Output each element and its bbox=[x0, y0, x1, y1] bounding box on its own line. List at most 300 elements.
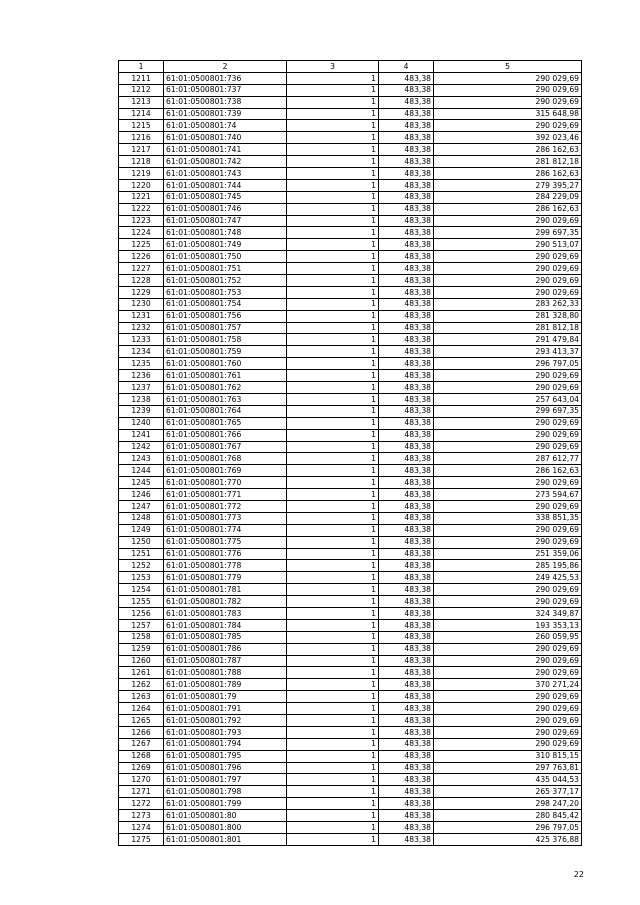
row-number-cell: 1258 bbox=[119, 631, 164, 643]
table-row bbox=[119, 714, 582, 726]
value-cell: 281 812,18 bbox=[434, 322, 582, 334]
area-cell: 483,38 bbox=[379, 524, 434, 536]
table-row bbox=[119, 750, 582, 762]
table-row bbox=[119, 168, 582, 180]
count-cell: 1 bbox=[287, 179, 379, 191]
count-cell: 1 bbox=[287, 417, 379, 429]
table-row bbox=[119, 548, 582, 560]
value-cell: 290 029,69 bbox=[434, 263, 582, 275]
value-cell: 290 029,69 bbox=[434, 429, 582, 441]
table-row bbox=[119, 512, 582, 524]
count-cell: 1 bbox=[287, 346, 379, 358]
count-cell: 1 bbox=[287, 393, 379, 405]
row-number-cell: 1273 bbox=[119, 810, 164, 822]
table-row bbox=[119, 215, 582, 227]
area-cell: 483,38 bbox=[379, 429, 434, 441]
area-cell: 483,38 bbox=[379, 667, 434, 679]
cadastral-number-cell: 61:01:0500801:774 bbox=[164, 524, 287, 536]
count-cell: 1 bbox=[287, 429, 379, 441]
area-cell: 483,38 bbox=[379, 156, 434, 168]
count-cell: 1 bbox=[287, 465, 379, 477]
area-cell: 483,38 bbox=[379, 679, 434, 691]
table-row bbox=[119, 774, 582, 786]
count-cell: 1 bbox=[287, 441, 379, 453]
table-row bbox=[119, 84, 582, 96]
area-cell: 483,38 bbox=[379, 275, 434, 287]
cadastral-number-cell: 61:01:0500801:776 bbox=[164, 548, 287, 560]
area-cell: 483,38 bbox=[379, 227, 434, 239]
row-number-cell: 1256 bbox=[119, 607, 164, 619]
count-cell: 1 bbox=[287, 810, 379, 822]
value-cell: 286 162,63 bbox=[434, 465, 582, 477]
cadastral-number-cell: 61:01:0500801:743 bbox=[164, 168, 287, 180]
value-cell: 251 359,06 bbox=[434, 548, 582, 560]
table-row bbox=[119, 298, 582, 310]
value-cell: 287 612,77 bbox=[434, 453, 582, 465]
table-row bbox=[119, 227, 582, 239]
table-row bbox=[119, 382, 582, 394]
area-cell: 483,38 bbox=[379, 762, 434, 774]
area-cell: 483,38 bbox=[379, 144, 434, 156]
area-cell: 483,38 bbox=[379, 298, 434, 310]
cadastral-number-cell: 61:01:0500801:756 bbox=[164, 310, 287, 322]
cadastral-number-cell: 61:01:0500801:770 bbox=[164, 477, 287, 489]
table-row bbox=[119, 179, 582, 191]
value-cell: 290 029,69 bbox=[434, 382, 582, 394]
area-cell: 483,38 bbox=[379, 738, 434, 750]
count-cell: 1 bbox=[287, 596, 379, 608]
table-row bbox=[119, 441, 582, 453]
cadastral-number-cell: 61:01:0500801:796 bbox=[164, 762, 287, 774]
value-cell: 290 029,69 bbox=[434, 524, 582, 536]
cadastral-number-cell: 61:01:0500801:749 bbox=[164, 239, 287, 251]
area-cell: 483,38 bbox=[379, 417, 434, 429]
area-cell: 483,38 bbox=[379, 239, 434, 251]
table-row bbox=[119, 489, 582, 501]
area-cell: 483,38 bbox=[379, 833, 434, 845]
area-cell: 483,38 bbox=[379, 572, 434, 584]
table-row bbox=[119, 655, 582, 667]
value-cell: 193 353,13 bbox=[434, 619, 582, 631]
cadastral-number-cell: 61:01:0500801:788 bbox=[164, 667, 287, 679]
value-cell: 290 029,69 bbox=[434, 251, 582, 263]
area-cell: 483,38 bbox=[379, 465, 434, 477]
area-cell: 483,38 bbox=[379, 536, 434, 548]
cadastral-number-cell: 61:01:0500801:80 bbox=[164, 810, 287, 822]
row-number-cell: 1221 bbox=[119, 191, 164, 203]
area-cell: 483,38 bbox=[379, 191, 434, 203]
cadastral-number-cell: 61:01:0500801:781 bbox=[164, 584, 287, 596]
area-cell: 483,38 bbox=[379, 334, 434, 346]
area-cell: 483,38 bbox=[379, 322, 434, 334]
cadastral-number-cell: 61:01:0500801:786 bbox=[164, 643, 287, 655]
row-number-cell: 1215 bbox=[119, 120, 164, 132]
count-cell: 1 bbox=[287, 108, 379, 120]
count-cell: 1 bbox=[287, 500, 379, 512]
cadastral-number-cell: 61:01:0500801:736 bbox=[164, 72, 287, 84]
row-number-cell: 1222 bbox=[119, 203, 164, 215]
area-cell: 483,38 bbox=[379, 560, 434, 572]
row-number-cell: 1254 bbox=[119, 584, 164, 596]
table-row bbox=[119, 108, 582, 120]
cadastral-number-cell: 61:01:0500801:783 bbox=[164, 607, 287, 619]
cadastral-number-cell: 61:01:0500801:795 bbox=[164, 750, 287, 762]
column-header-5: 5 bbox=[434, 61, 582, 73]
count-cell: 1 bbox=[287, 227, 379, 239]
row-number-cell: 1211 bbox=[119, 72, 164, 84]
table-row bbox=[119, 738, 582, 750]
table-row bbox=[119, 96, 582, 108]
row-number-cell: 1255 bbox=[119, 596, 164, 608]
table-row bbox=[119, 310, 582, 322]
value-cell: 290 029,69 bbox=[434, 738, 582, 750]
row-number-cell: 1244 bbox=[119, 465, 164, 477]
row-number-cell: 1261 bbox=[119, 667, 164, 679]
area-cell: 483,38 bbox=[379, 72, 434, 84]
table-row bbox=[119, 607, 582, 619]
value-cell: 290 029,69 bbox=[434, 286, 582, 298]
value-cell: 260 059,95 bbox=[434, 631, 582, 643]
cadastral-number-cell: 61:01:0500801:772 bbox=[164, 500, 287, 512]
table-row bbox=[119, 833, 582, 845]
count-cell: 1 bbox=[287, 405, 379, 417]
column-header-3: 3 bbox=[287, 61, 379, 73]
area-cell: 483,38 bbox=[379, 382, 434, 394]
count-cell: 1 bbox=[287, 382, 379, 394]
value-cell: 285 195,86 bbox=[434, 560, 582, 572]
row-number-cell: 1212 bbox=[119, 84, 164, 96]
cadastral-number-cell: 61:01:0500801:782 bbox=[164, 596, 287, 608]
cadastral-number-cell: 61:01:0500801:789 bbox=[164, 679, 287, 691]
row-number-cell: 1219 bbox=[119, 168, 164, 180]
count-cell: 1 bbox=[287, 286, 379, 298]
cadastral-number-cell: 61:01:0500801:751 bbox=[164, 263, 287, 275]
row-number-cell: 1237 bbox=[119, 382, 164, 394]
value-cell: 290 029,69 bbox=[434, 120, 582, 132]
area-cell: 483,38 bbox=[379, 263, 434, 275]
value-cell: 299 697,35 bbox=[434, 405, 582, 417]
row-number-cell: 1252 bbox=[119, 560, 164, 572]
table-row bbox=[119, 643, 582, 655]
table-row bbox=[119, 275, 582, 287]
count-cell: 1 bbox=[287, 738, 379, 750]
value-cell: 286 162,63 bbox=[434, 144, 582, 156]
table-body bbox=[119, 72, 582, 845]
table-row bbox=[119, 560, 582, 572]
cadastral-number-cell: 61:01:0500801:771 bbox=[164, 489, 287, 501]
column-header-1: 1 bbox=[119, 61, 164, 73]
table-row bbox=[119, 334, 582, 346]
row-number-cell: 1272 bbox=[119, 798, 164, 810]
area-cell: 483,38 bbox=[379, 584, 434, 596]
table-row bbox=[119, 132, 582, 144]
cadastral-number-cell: 61:01:0500801:752 bbox=[164, 275, 287, 287]
table-row bbox=[119, 239, 582, 251]
table-row bbox=[119, 810, 582, 822]
value-cell: 324 349,87 bbox=[434, 607, 582, 619]
area-cell: 483,38 bbox=[379, 726, 434, 738]
table-row bbox=[119, 786, 582, 798]
value-cell: 290 029,69 bbox=[434, 500, 582, 512]
table-header-row bbox=[119, 61, 582, 73]
value-cell: 290 029,69 bbox=[434, 596, 582, 608]
row-number-cell: 1242 bbox=[119, 441, 164, 453]
count-cell: 1 bbox=[287, 144, 379, 156]
row-number-cell: 1257 bbox=[119, 619, 164, 631]
count-cell: 1 bbox=[287, 762, 379, 774]
cadastral-number-cell: 61:01:0500801:742 bbox=[164, 156, 287, 168]
area-cell: 483,38 bbox=[379, 798, 434, 810]
value-cell: 290 029,69 bbox=[434, 215, 582, 227]
table-row bbox=[119, 703, 582, 715]
row-number-cell: 1239 bbox=[119, 405, 164, 417]
cadastral-number-cell: 61:01:0500801:775 bbox=[164, 536, 287, 548]
row-number-cell: 1262 bbox=[119, 679, 164, 691]
cadastral-number-cell: 61:01:0500801:801 bbox=[164, 833, 287, 845]
count-cell: 1 bbox=[287, 524, 379, 536]
count-cell: 1 bbox=[287, 774, 379, 786]
value-cell: 290 029,69 bbox=[434, 275, 582, 287]
row-number-cell: 1249 bbox=[119, 524, 164, 536]
area-cell: 483,38 bbox=[379, 453, 434, 465]
table-row bbox=[119, 631, 582, 643]
area-cell: 483,38 bbox=[379, 251, 434, 263]
table-row bbox=[119, 691, 582, 703]
value-cell: 283 262,33 bbox=[434, 298, 582, 310]
table-row bbox=[119, 346, 582, 358]
value-cell: 290 029,69 bbox=[434, 417, 582, 429]
table-row bbox=[119, 679, 582, 691]
cadastral-number-cell: 61:01:0500801:768 bbox=[164, 453, 287, 465]
area-cell: 483,38 bbox=[379, 631, 434, 643]
row-number-cell: 1225 bbox=[119, 239, 164, 251]
cadastral-number-cell: 61:01:0500801:748 bbox=[164, 227, 287, 239]
area-cell: 483,38 bbox=[379, 405, 434, 417]
cadastral-number-cell: 61:01:0500801:787 bbox=[164, 655, 287, 667]
value-cell: 273 594,67 bbox=[434, 489, 582, 501]
count-cell: 1 bbox=[287, 691, 379, 703]
row-number-cell: 1232 bbox=[119, 322, 164, 334]
row-number-cell: 1220 bbox=[119, 179, 164, 191]
cadastral-number-cell: 61:01:0500801:745 bbox=[164, 191, 287, 203]
row-number-cell: 1228 bbox=[119, 275, 164, 287]
cadastral-number-cell: 61:01:0500801:746 bbox=[164, 203, 287, 215]
cadastral-number-cell: 61:01:0500801:747 bbox=[164, 215, 287, 227]
row-number-cell: 1234 bbox=[119, 346, 164, 358]
cadastral-number-cell: 61:01:0500801:761 bbox=[164, 370, 287, 382]
count-cell: 1 bbox=[287, 72, 379, 84]
row-number-cell: 1248 bbox=[119, 512, 164, 524]
table-row bbox=[119, 619, 582, 631]
row-number-cell: 1223 bbox=[119, 215, 164, 227]
area-cell: 483,38 bbox=[379, 596, 434, 608]
table-row bbox=[119, 156, 582, 168]
count-cell: 1 bbox=[287, 322, 379, 334]
count-cell: 1 bbox=[287, 453, 379, 465]
value-cell: 290 029,69 bbox=[434, 370, 582, 382]
page-number: 22 bbox=[573, 870, 584, 879]
count-cell: 1 bbox=[287, 120, 379, 132]
count-cell: 1 bbox=[287, 298, 379, 310]
row-number-cell: 1216 bbox=[119, 132, 164, 144]
table-row bbox=[119, 572, 582, 584]
row-number-cell: 1269 bbox=[119, 762, 164, 774]
cadastral-number-cell: 61:01:0500801:799 bbox=[164, 798, 287, 810]
row-number-cell: 1275 bbox=[119, 833, 164, 845]
cadastral-register-table bbox=[118, 60, 582, 846]
row-number-cell: 1230 bbox=[119, 298, 164, 310]
count-cell: 1 bbox=[287, 631, 379, 643]
value-cell: 297 763,81 bbox=[434, 762, 582, 774]
cadastral-number-cell: 61:01:0500801:765 bbox=[164, 417, 287, 429]
cadastral-number-cell: 61:01:0500801:759 bbox=[164, 346, 287, 358]
row-number-cell: 1217 bbox=[119, 144, 164, 156]
column-header-2: 2 bbox=[164, 61, 287, 73]
table-row bbox=[119, 120, 582, 132]
cadastral-number-cell: 61:01:0500801:762 bbox=[164, 382, 287, 394]
row-number-cell: 1247 bbox=[119, 500, 164, 512]
cadastral-number-cell: 61:01:0500801:794 bbox=[164, 738, 287, 750]
count-cell: 1 bbox=[287, 512, 379, 524]
area-cell: 483,38 bbox=[379, 393, 434, 405]
area-cell: 483,38 bbox=[379, 822, 434, 834]
row-number-cell: 1236 bbox=[119, 370, 164, 382]
cadastral-number-cell: 61:01:0500801:797 bbox=[164, 774, 287, 786]
table-row bbox=[119, 358, 582, 370]
value-cell: 435 044,53 bbox=[434, 774, 582, 786]
value-cell: 293 413,37 bbox=[434, 346, 582, 358]
value-cell: 290 029,69 bbox=[434, 643, 582, 655]
cadastral-number-cell: 61:01:0500801:739 bbox=[164, 108, 287, 120]
cadastral-number-cell: 61:01:0500801:757 bbox=[164, 322, 287, 334]
cadastral-number-cell: 61:01:0500801:763 bbox=[164, 393, 287, 405]
value-cell: 290 029,69 bbox=[434, 691, 582, 703]
table-row bbox=[119, 286, 582, 298]
cadastral-number-cell: 61:01:0500801:778 bbox=[164, 560, 287, 572]
row-number-cell: 1268 bbox=[119, 750, 164, 762]
table-row bbox=[119, 762, 582, 774]
area-cell: 483,38 bbox=[379, 203, 434, 215]
value-cell: 265 377,17 bbox=[434, 786, 582, 798]
cadastral-number-cell: 61:01:0500801:750 bbox=[164, 251, 287, 263]
value-cell: 281 812,18 bbox=[434, 156, 582, 168]
row-number-cell: 1274 bbox=[119, 822, 164, 834]
count-cell: 1 bbox=[287, 215, 379, 227]
table-row bbox=[119, 370, 582, 382]
table-row bbox=[119, 596, 582, 608]
area-cell: 483,38 bbox=[379, 346, 434, 358]
cadastral-number-cell: 61:01:0500801:741 bbox=[164, 144, 287, 156]
value-cell: 392 023,46 bbox=[434, 132, 582, 144]
count-cell: 1 bbox=[287, 132, 379, 144]
area-cell: 483,38 bbox=[379, 786, 434, 798]
table-row bbox=[119, 417, 582, 429]
cadastral-number-cell: 61:01:0500801:784 bbox=[164, 619, 287, 631]
count-cell: 1 bbox=[287, 833, 379, 845]
value-cell: 290 029,69 bbox=[434, 726, 582, 738]
cadastral-number-cell: 61:01:0500801:79 bbox=[164, 691, 287, 703]
count-cell: 1 bbox=[287, 84, 379, 96]
cadastral-number-cell: 61:01:0500801:793 bbox=[164, 726, 287, 738]
table-row bbox=[119, 393, 582, 405]
count-cell: 1 bbox=[287, 726, 379, 738]
row-number-cell: 1267 bbox=[119, 738, 164, 750]
row-number-cell: 1251 bbox=[119, 548, 164, 560]
count-cell: 1 bbox=[287, 584, 379, 596]
area-cell: 483,38 bbox=[379, 714, 434, 726]
area-cell: 483,38 bbox=[379, 500, 434, 512]
row-number-cell: 1231 bbox=[119, 310, 164, 322]
area-cell: 483,38 bbox=[379, 655, 434, 667]
value-cell: 290 029,69 bbox=[434, 72, 582, 84]
value-cell: 291 479,84 bbox=[434, 334, 582, 346]
area-cell: 483,38 bbox=[379, 108, 434, 120]
count-cell: 1 bbox=[287, 679, 379, 691]
table-row bbox=[119, 453, 582, 465]
value-cell: 290 029,69 bbox=[434, 655, 582, 667]
cadastral-number-cell: 61:01:0500801:74 bbox=[164, 120, 287, 132]
count-cell: 1 bbox=[287, 822, 379, 834]
row-number-cell: 1240 bbox=[119, 417, 164, 429]
row-number-cell: 1245 bbox=[119, 477, 164, 489]
cadastral-number-cell: 61:01:0500801:740 bbox=[164, 132, 287, 144]
cadastral-number-cell: 61:01:0500801:738 bbox=[164, 96, 287, 108]
area-cell: 483,38 bbox=[379, 619, 434, 631]
count-cell: 1 bbox=[287, 370, 379, 382]
row-number-cell: 1246 bbox=[119, 489, 164, 501]
value-cell: 290 513,07 bbox=[434, 239, 582, 251]
count-cell: 1 bbox=[287, 607, 379, 619]
area-cell: 483,38 bbox=[379, 441, 434, 453]
cadastral-number-cell: 61:01:0500801:753 bbox=[164, 286, 287, 298]
count-cell: 1 bbox=[287, 548, 379, 560]
cadastral-number-cell: 61:01:0500801:737 bbox=[164, 84, 287, 96]
value-cell: 249 425,53 bbox=[434, 572, 582, 584]
value-cell: 425 376,88 bbox=[434, 833, 582, 845]
value-cell: 310 815,15 bbox=[434, 750, 582, 762]
area-cell: 483,38 bbox=[379, 96, 434, 108]
row-number-cell: 1226 bbox=[119, 251, 164, 263]
table-row bbox=[119, 429, 582, 441]
cadastral-number-cell: 61:01:0500801:791 bbox=[164, 703, 287, 715]
area-cell: 483,38 bbox=[379, 286, 434, 298]
value-cell: 290 029,69 bbox=[434, 584, 582, 596]
value-cell: 290 029,69 bbox=[434, 96, 582, 108]
row-number-cell: 1259 bbox=[119, 643, 164, 655]
area-cell: 483,38 bbox=[379, 132, 434, 144]
row-number-cell: 1214 bbox=[119, 108, 164, 120]
count-cell: 1 bbox=[287, 619, 379, 631]
area-cell: 483,38 bbox=[379, 548, 434, 560]
table-row bbox=[119, 405, 582, 417]
value-cell: 290 029,69 bbox=[434, 477, 582, 489]
value-cell: 279 395,27 bbox=[434, 179, 582, 191]
table-row bbox=[119, 263, 582, 275]
row-number-cell: 1218 bbox=[119, 156, 164, 168]
count-cell: 1 bbox=[287, 310, 379, 322]
count-cell: 1 bbox=[287, 667, 379, 679]
table-row bbox=[119, 251, 582, 263]
row-number-cell: 1263 bbox=[119, 691, 164, 703]
row-number-cell: 1264 bbox=[119, 703, 164, 715]
area-cell: 483,38 bbox=[379, 168, 434, 180]
table-row bbox=[119, 322, 582, 334]
area-cell: 483,38 bbox=[379, 120, 434, 132]
value-cell: 290 029,69 bbox=[434, 441, 582, 453]
count-cell: 1 bbox=[287, 334, 379, 346]
row-number-cell: 1229 bbox=[119, 286, 164, 298]
cadastral-number-cell: 61:01:0500801:760 bbox=[164, 358, 287, 370]
